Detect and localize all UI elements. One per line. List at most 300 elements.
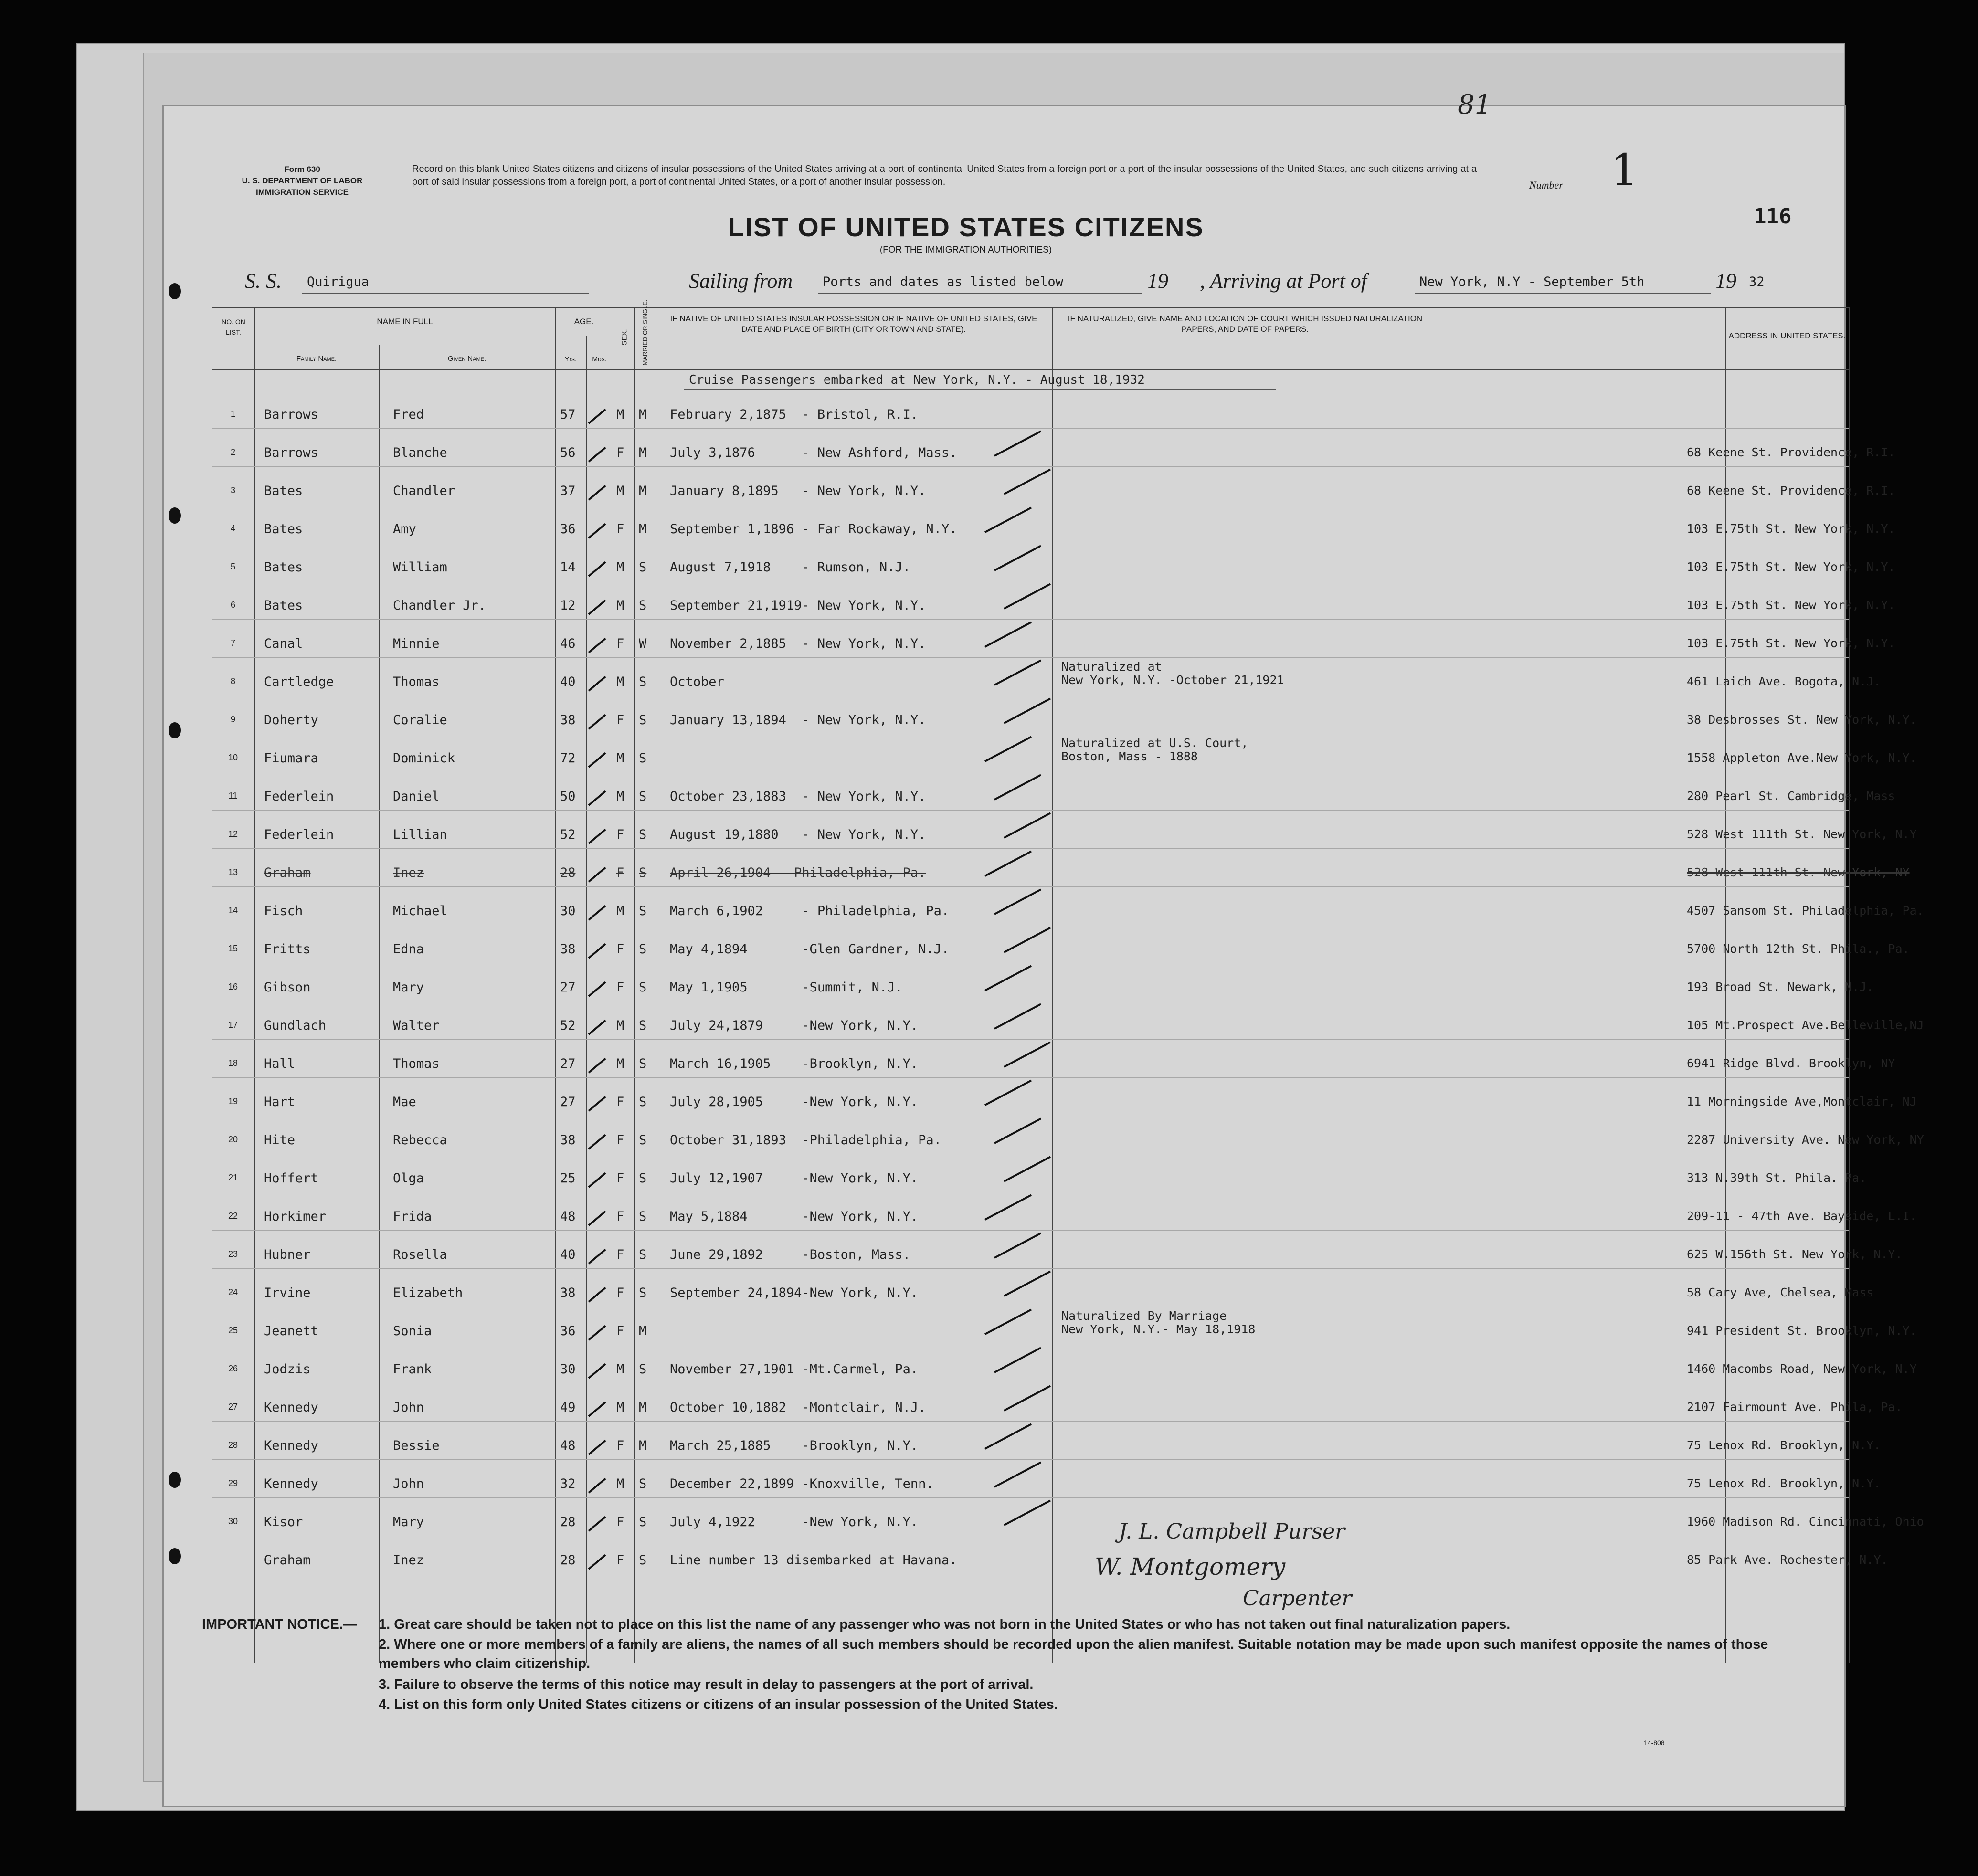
row-age: 38 (560, 1133, 576, 1148)
row-family: Fritts (264, 942, 311, 957)
row-addr: 68 Keene St. Providence, R.I. (1687, 445, 1895, 459)
check-mark (588, 1249, 606, 1265)
row-ms: S (639, 598, 647, 613)
row-no: 11 (228, 791, 238, 801)
row-rule (212, 1230, 1849, 1231)
check-mark (1004, 1271, 1051, 1297)
header-bottom-line (212, 369, 1849, 370)
row-addr: 313 N.39th St. Phila. Pa. (1687, 1171, 1867, 1185)
row-given: John (393, 1476, 424, 1491)
row-age: 36 (560, 522, 576, 537)
check-mark (984, 736, 1032, 762)
row-sex: F (616, 522, 624, 537)
row-age: 48 (560, 1209, 576, 1224)
row-family: Bates (264, 522, 303, 537)
row-no: 26 (228, 1364, 238, 1373)
number-value: 1 (1610, 145, 1639, 196)
row-age: 50 (560, 789, 576, 804)
row-family: Hite (264, 1133, 296, 1148)
row-age: 32 (560, 1476, 576, 1491)
row-given: Olga (393, 1171, 424, 1186)
row-age: 27 (560, 980, 576, 995)
row-sex: F (616, 1324, 624, 1338)
notice-item: 2. Where one or more members of a family are aliens, the names of all such members should be recorded upon the alien manifest. Suitable notation may be made upon such manifest opposite the names of those members who claim citizenship. (379, 1637, 1768, 1671)
row-rule (212, 1497, 1849, 1498)
row-addr: 2287 University Ave. New York, NY (1687, 1133, 1924, 1147)
check-mark (994, 545, 1041, 571)
row-family: Hart (264, 1095, 296, 1109)
row-addr: 75 Lenox Rd. Brooklyn, N.Y. (1687, 1476, 1881, 1490)
row-no: 10 (228, 753, 238, 762)
check-mark (1004, 1156, 1051, 1182)
row-given: Minnie (393, 636, 440, 651)
row-ms: M (639, 1400, 647, 1415)
row-family: Kennedy (264, 1400, 318, 1415)
check-mark (984, 622, 1032, 648)
check-mark (588, 600, 606, 615)
row-no: 30 (228, 1517, 238, 1526)
row-given: Chandler Jr. (393, 598, 487, 613)
row-birth: January 13,1894 - New York, N.Y. (670, 713, 926, 727)
header-mos: Mos. (592, 355, 607, 363)
check-mark (588, 905, 606, 921)
row-sex: M (616, 1400, 624, 1415)
check-mark (984, 851, 1032, 877)
row-addr: 1558 Appleton Ave.New York, N.Y. (1687, 751, 1917, 765)
row-birth: Line number 13 disembarked at Havana. (670, 1553, 957, 1568)
form-identifier (221, 164, 383, 198)
year2-value: 32 (1749, 274, 1765, 289)
row-ms: S (639, 865, 647, 880)
row-family: Graham (264, 865, 311, 880)
row-ms: S (639, 560, 647, 575)
header-top-line (212, 307, 1849, 308)
row-no: 27 (228, 1402, 238, 1412)
check-mark (588, 1058, 606, 1074)
row-no: 4 (230, 524, 235, 533)
row-birth: July 12,1907 -New York, N.Y. (670, 1171, 919, 1186)
row-birth: October 10,1882 -Montclair, N.J. (670, 1400, 926, 1415)
row-family: Hall (264, 1056, 296, 1071)
row-ms: S (639, 751, 647, 766)
row-sex: M (616, 484, 624, 498)
header-given-name: Given Name. (447, 355, 487, 363)
row-sex: F (616, 1171, 624, 1186)
row-given: John (393, 1400, 424, 1415)
row-no: 7 (230, 638, 235, 648)
row-birth: February 2,1875 - Bristol, R.I. (670, 407, 919, 422)
check-mark (994, 1003, 1041, 1030)
row-family: Gibson (264, 980, 311, 995)
officer-signature: W. Montgomery (1095, 1553, 1286, 1581)
row-sex: F (616, 865, 624, 880)
row-addr: 941 President St. Brooklyn, N.Y. (1687, 1324, 1917, 1338)
row-birth: January 8,1895 - New York, N.Y. (670, 484, 926, 498)
row-family: Irvine (264, 1286, 311, 1300)
row-rule (212, 657, 1849, 658)
row-nat: Naturalized at New York, N.Y. -October 21,1921 (1061, 660, 1284, 687)
row-no: 28 (228, 1440, 238, 1450)
row-family: Fiumara (264, 751, 318, 766)
check-mark (1004, 583, 1051, 610)
check-mark (984, 1194, 1032, 1221)
row-birth: April 26,1904 - Philadelphia, Pa. (670, 865, 926, 880)
check-mark (588, 943, 606, 959)
header-no-on-list: NO. ON LIST. (222, 318, 245, 336)
check-mark (588, 523, 606, 539)
purser-signature: J. L. Campbell Purser (1119, 1519, 1345, 1544)
row-age: 30 (560, 1362, 576, 1377)
row-birth: October 23,1883 - New York, N.Y. (670, 789, 926, 804)
check-mark (994, 431, 1041, 457)
check-mark (1004, 698, 1051, 724)
row-family: Cartledge (264, 675, 334, 689)
header-married-single: MARRIED OR SINGLE. (641, 299, 649, 366)
header-sex: SEX. (620, 329, 629, 346)
row-sex: M (616, 1018, 624, 1033)
row-sex: M (616, 789, 624, 804)
row-sex: M (616, 1362, 624, 1377)
row-no: 16 (228, 982, 238, 991)
row-birth: July 28,1905 -New York, N.Y. (670, 1095, 919, 1109)
header-age: AGE. (574, 317, 594, 326)
row-rule (212, 810, 1849, 811)
row-no: 13 (228, 867, 238, 877)
row-given: Walter (393, 1018, 440, 1033)
row-family: Kennedy (264, 1476, 318, 1491)
check-mark (1004, 1500, 1051, 1526)
check-mark (588, 1516, 606, 1532)
row-rule (212, 619, 1849, 620)
row-no: 3 (230, 485, 235, 495)
row-age: 27 (560, 1095, 576, 1109)
check-mark (994, 660, 1041, 686)
row-given: Thomas (393, 1056, 440, 1071)
check-mark (588, 409, 606, 424)
row-age: 27 (560, 1056, 576, 1071)
row-given: Mae (393, 1095, 416, 1109)
row-sex: M (616, 1056, 624, 1071)
row-age: 57 (560, 407, 576, 422)
row-family: Doherty (264, 713, 318, 727)
row-addr: 105 Mt.Prospect Ave.Belleville,NJ (1687, 1018, 1924, 1032)
page-title: LIST OF UNITED STATES CITIZENS (728, 212, 1204, 242)
row-addr: 58 Cary Ave, Chelsea, Mass (1687, 1286, 1874, 1299)
row-no: 12 (228, 829, 238, 839)
row-given: Inez (393, 865, 424, 880)
row-sex: F (616, 1286, 624, 1300)
row-no: 18 (228, 1058, 238, 1068)
row-birth: June 29,1892 -Boston, Mass. (670, 1247, 910, 1262)
check-mark (984, 507, 1032, 533)
header-name-in-full: NAME IN FULL (377, 317, 433, 326)
check-mark (588, 1478, 606, 1494)
page-subtitle: (FOR THE IMMIGRATION AUTHORITIES) (879, 245, 1052, 255)
row-no: 2 (230, 447, 235, 457)
row-given: Coralie (393, 713, 447, 727)
row-age: 56 (560, 445, 576, 460)
row-addr: 528 West 111th St. New York, NY (1687, 865, 1910, 879)
row-age: 40 (560, 675, 576, 689)
row-birth: October 31,1893 -Philadelphia, Pa. (670, 1133, 941, 1148)
manifest-sheet (162, 89, 1924, 1807)
row-given: Sonia (393, 1324, 432, 1338)
row-given: Bessie (393, 1438, 440, 1453)
notice-label: IMPORTANT NOTICE.— (202, 1617, 357, 1632)
check-mark (984, 965, 1032, 991)
row-sex: F (616, 445, 624, 460)
row-sex: M (616, 407, 624, 422)
row-age: 52 (560, 827, 576, 842)
row-given: Mary (393, 1515, 424, 1529)
row-birth: March 6,1902 - Philadelphia, Pa. (670, 904, 950, 918)
binder-hole (169, 722, 181, 738)
row-ms: M (639, 407, 647, 422)
notice-item: 1. Great care should be taken not to place on this list the name of any passenger who was not born in the United States or who has not taken out final naturalization papers. (379, 1617, 1511, 1632)
form-id-line: IMMIGRATION SERVICE (256, 188, 349, 197)
row-rule (212, 1077, 1849, 1078)
sheet-number-handwritten: 81 (1458, 89, 1492, 120)
row-addr: 280 Pearl St. Cambridge, Mass (1687, 789, 1895, 803)
check-mark (588, 1096, 606, 1112)
row-addr: 6941 Ridge Blvd. Brooklyn, NY (1687, 1056, 1895, 1070)
header-birth: IF NATIVE OF UNITED STATES INSULAR POSSESSION OR IF NATIVE OF UNITED STATES, GIVE DATE AND PLACE OF BIRTH (CITY OR TOWN AND STATE). (670, 314, 1037, 334)
row-birth: July 3,1876 - New Ashford, Mass. (670, 445, 957, 460)
row-no: 29 (228, 1478, 238, 1488)
row-ms: S (639, 1095, 647, 1109)
header-naturalized: IF NATURALIZED, GIVE NAME AND LOCATION OF COURT WHICH ISSUED NATURALIZATION PAPERS, AND DATE OF PAPERS. (1068, 314, 1423, 334)
row-family: Kennedy (264, 1438, 318, 1453)
row-addr: 103 E.75th St. New York, N.Y. (1687, 598, 1895, 612)
row-ms: S (639, 980, 647, 995)
row-sex: F (616, 1438, 624, 1453)
row-family: Barrows (264, 407, 318, 422)
year2-prefix: 19 (1715, 269, 1736, 293)
row-age: 72 (560, 751, 576, 766)
row-sex: M (616, 560, 624, 575)
row-rule (212, 466, 1849, 467)
row-rule (212, 1268, 1849, 1269)
row-no: 6 (230, 600, 235, 610)
row-age: 48 (560, 1438, 576, 1453)
check-mark (588, 485, 606, 501)
header-address: ADDRESS IN UNITED STATES. (1728, 331, 1846, 340)
form-id-line: U. S. DEPARTMENT OF LABOR (242, 176, 363, 185)
row-given: Daniel (393, 789, 440, 804)
row-birth: October (670, 675, 724, 689)
row-birth: July 24,1879 -New York, N.Y. (670, 1018, 919, 1033)
row-given: Mary (393, 980, 424, 995)
row-no: 19 (228, 1096, 238, 1106)
check-mark (994, 1118, 1041, 1144)
row-birth: September 1,1896 - Far Rockaway, N.Y. (670, 522, 957, 537)
check-mark (588, 1325, 606, 1341)
row-birth: May 5,1884 -New York, N.Y. (670, 1209, 919, 1224)
row-addr: 1460 Macombs Road, New York, N.Y (1687, 1362, 1917, 1376)
row-no: 22 (228, 1211, 238, 1221)
check-mark (588, 1554, 606, 1570)
row-birth: November 27,1901 -Mt.Carmel, Pa. (670, 1362, 919, 1377)
row-ms: S (639, 1133, 647, 1148)
row-given: Blanche (393, 445, 447, 460)
check-mark (1004, 469, 1051, 495)
row-sex: M (616, 904, 624, 918)
check-mark (994, 1233, 1041, 1259)
row-birth: July 4,1922 -New York, N.Y. (670, 1515, 919, 1529)
row-given: Dominick (393, 751, 455, 766)
row-family: Bates (264, 560, 303, 575)
row-ms: S (639, 675, 647, 689)
form-preamble: Record on this blank United States citizens and citizens of insular possessions of the United States arriving at a port of continental United States from a foreign port or a port of the insular possessions of the United States, and such citizens arriving at a port of said insular possessions from a foreign port, a port of continental United States, or a port of another insular possession. (412, 164, 1477, 187)
row-addr: 461 Laich Ave. Bogota, N.J. (1687, 675, 1881, 688)
row-sex: F (616, 1133, 624, 1148)
row-ms: S (639, 1553, 647, 1568)
check-mark (994, 889, 1041, 915)
row-rule (212, 886, 1849, 887)
notice-item: 3. Failure to observe the terms of this notice may result in delay to passengers at the port of arrival. (379, 1677, 1034, 1692)
row-addr: 2107 Fairmount Ave. Phila, Pa. (1687, 1400, 1903, 1414)
from-underline (818, 293, 1142, 294)
page-number: 116 (1754, 204, 1792, 229)
check-mark (1004, 927, 1051, 953)
header-family-name: Family Name. (296, 355, 337, 363)
row-ms: S (639, 1476, 647, 1491)
row-age: 49 (560, 1400, 576, 1415)
row-given: Amy (393, 522, 416, 537)
check-mark (588, 1211, 606, 1226)
arriving-label: , Arriving at Port of (1200, 269, 1367, 293)
row-given: Michael (393, 904, 447, 918)
row-ms: M (639, 522, 647, 537)
row-age: 28 (560, 1553, 576, 1568)
row-given: Inez (393, 1553, 424, 1568)
check-mark (1004, 1385, 1051, 1412)
row-no: 20 (228, 1135, 238, 1144)
row-age: 30 (560, 904, 576, 918)
row-addr: 75 Lenox Rd. Brooklyn, N.Y. (1687, 1438, 1881, 1452)
row-given: Frida (393, 1209, 432, 1224)
check-mark (1004, 1042, 1051, 1068)
row-family: Federlein (264, 789, 334, 804)
passenger-table (212, 299, 1924, 1663)
row-addr: 4507 Sansom St. Philadelphia, Pa. (1687, 904, 1924, 917)
arriving-underline (1415, 293, 1711, 294)
check-mark (588, 1172, 606, 1188)
row-age: 25 (560, 1171, 576, 1186)
row-nat: Naturalized at U.S. Court, Boston, Mass - 1888 (1061, 736, 1248, 763)
row-rule (212, 1421, 1849, 1422)
row-age: 52 (560, 1018, 576, 1033)
notice-item: 4. List on this form only United States citizens or citizens of an insular possession of the United States. (379, 1697, 1058, 1712)
row-no: 8 (230, 676, 235, 686)
check-mark (588, 447, 606, 463)
row-family: Jeanett (264, 1324, 318, 1338)
row-sex: M (616, 751, 624, 766)
check-mark (588, 752, 606, 768)
row-addr: 68 Keene St. Providence, R.I. (1687, 484, 1895, 497)
row-birth: May 1,1905 -Summit, N.J. (670, 980, 903, 995)
row-sex: M (616, 675, 624, 689)
row-age: 38 (560, 942, 576, 957)
check-mark (588, 981, 606, 997)
sailing-from-label: Sailing from (689, 269, 793, 293)
check-mark (588, 676, 606, 692)
row-given: William (393, 560, 447, 575)
row-addr: 103 E.75th St. New York, N.Y. (1687, 636, 1895, 650)
row-sex: F (616, 636, 624, 651)
row-ms: S (639, 1286, 647, 1300)
row-sex: M (616, 1476, 624, 1491)
row-birth: September 24,1894-New York, N.Y. (670, 1286, 919, 1300)
row-ms: M (639, 1324, 647, 1338)
row-birth: May 4,1894 -Glen Gardner, N.J. (670, 942, 950, 957)
row-ms: S (639, 1247, 647, 1262)
row-addr: 5700 North 12th St. Phila., Pa. (1687, 942, 1910, 956)
row-nat: Naturalized By Marriage New York, N.Y.- May 18,1918 (1061, 1309, 1256, 1336)
row-family: Graham (264, 1553, 311, 1568)
row-ms: S (639, 1209, 647, 1224)
row-addr: 103 E.75th St. New York, N.Y. (1687, 560, 1895, 574)
check-mark (588, 1363, 606, 1379)
row-given: Elizabeth (393, 1286, 463, 1300)
check-mark (994, 1462, 1041, 1488)
check-mark (588, 829, 606, 844)
row-no: 21 (228, 1173, 238, 1182)
row-addr: 11 Morningside Ave,Montclair, NJ (1687, 1095, 1917, 1108)
row-rule (212, 428, 1849, 429)
row-age: 28 (560, 865, 576, 880)
row-ms: S (639, 1056, 647, 1071)
row-ms: S (639, 1362, 647, 1377)
check-mark (588, 1020, 606, 1035)
row-given: Thomas (393, 675, 440, 689)
row-sex: M (616, 598, 624, 613)
row-birth: December 22,1899 -Knoxville, Tenn. (670, 1476, 934, 1491)
row-no: 9 (230, 715, 235, 724)
row-addr: 209-11 - 47th Ave. Bayside, L.I. (1687, 1209, 1917, 1223)
check-mark (994, 774, 1041, 801)
row-rule (212, 1039, 1849, 1040)
row-ms: S (639, 1018, 647, 1033)
check-mark (588, 714, 606, 730)
check-mark (588, 1134, 606, 1150)
row-birth: November 2,1885 - New York, N.Y. (670, 636, 926, 651)
row-family: Bates (264, 598, 303, 613)
header-yrs: Yrs. (565, 355, 577, 363)
sailing-line (245, 269, 1811, 297)
check-mark (588, 561, 606, 577)
row-sex: F (616, 827, 624, 842)
row-no: 14 (228, 906, 238, 915)
carpenter-signature: Carpenter (1243, 1586, 1352, 1611)
check-mark (588, 1402, 606, 1417)
row-ms: M (639, 1438, 647, 1453)
row-family: Kisor (264, 1515, 303, 1529)
row-sex: F (616, 1095, 624, 1109)
ship-name: Quirigua (307, 274, 370, 289)
binder-hole (169, 1548, 181, 1564)
form-code: 14-808 (1644, 1739, 1665, 1747)
row-addr: 528 West 111th St. New York, N.Y (1687, 827, 1917, 841)
sailing-from-value: Ports and dates as listed below (823, 274, 1063, 289)
row-family: Hubner (264, 1247, 311, 1262)
row-age: 37 (560, 484, 576, 498)
column-line (586, 336, 587, 1663)
row-ms: S (639, 1515, 647, 1529)
row-no: 5 (230, 562, 235, 571)
check-mark (1004, 812, 1051, 839)
row-family: Gundlach (264, 1018, 327, 1033)
